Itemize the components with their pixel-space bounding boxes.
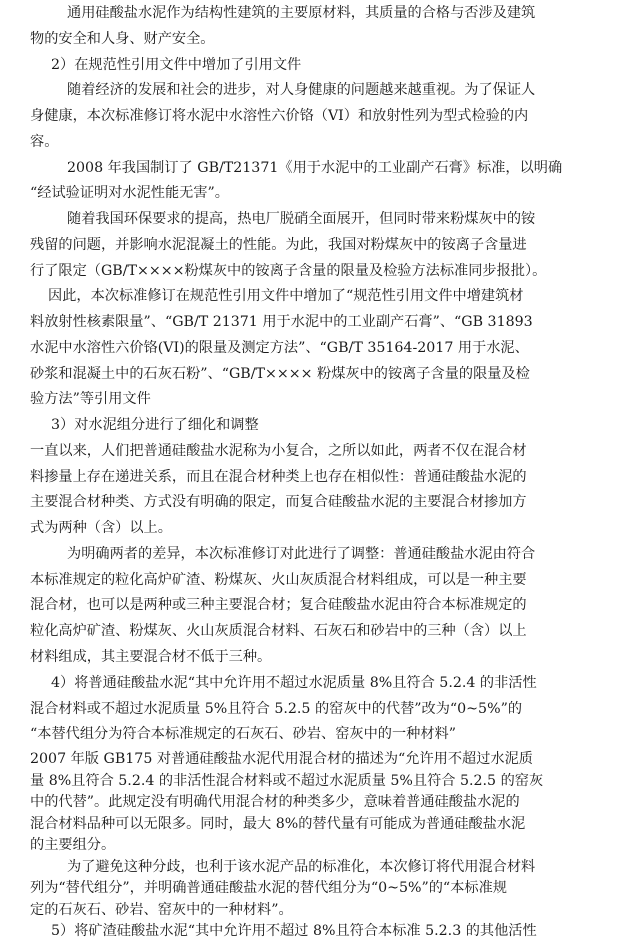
text-line — [0, 337, 620, 360]
line-text: 物的安全和人身、财产安全。 — [30, 30, 215, 47]
line-text: 料放射性核素限量”、“GB/T 21371 用于水泥中的工业副产石膏”、“GB 31893 — [30, 314, 533, 331]
text-line — [0, 857, 620, 879]
line-text: 定的石灰石、砂岩、窑灰中的一种材料”。 — [30, 901, 293, 918]
line-text: 粒化高炉矿渣、粉煤灰、火山灰质混合材料、石灰石和砂岩中的三种（含）以上 — [30, 623, 527, 640]
line-text: 混合材料或不超过水泥质量 5%且符合 5.2.5 的窑灰中的代替”改为“0~5%”的 — [30, 700, 523, 717]
line-text: 混合材，也可以是两种或三种主要混合材；复合硅酸盐水泥由符合本标准规定的 — [30, 597, 527, 614]
text-line — [0, 569, 620, 592]
text-line — [0, 182, 620, 205]
line-text: 3）对水泥组分进行了细化和调整 — [51, 417, 259, 434]
text-line — [0, 878, 620, 900]
text-line — [0, 388, 620, 411]
text-line — [0, 234, 620, 257]
text-line — [0, 2, 620, 25]
line-text: 残留的问题，并影响水泥混凝土的性能。为此，我国对粉煤灰中的铵离子含量进 — [30, 236, 527, 253]
line-text: 2007 年版 GB175 对普通硅酸盐水泥代用混合材的描述为“允许用不超过水泥质 — [30, 751, 533, 767]
text-line — [0, 900, 620, 922]
text-line — [0, 835, 620, 857]
line-text: “经试验证明对水泥性能无害”。 — [30, 185, 229, 202]
text-line — [0, 517, 620, 540]
line-text: 的主要组分。 — [30, 837, 116, 853]
line-text: 为明确两者的差异，本次标准修订对此进行了调整：普通硅酸盐水泥由符合 — [67, 545, 536, 562]
line-text: 主要混合材种类、方式没有明确的限定，而复合硅酸盐水泥的主要混合材掺加方 — [30, 494, 527, 511]
section-heading — [0, 414, 620, 437]
line-text: 2）在规范性引用文件中增加了引用文件 — [51, 56, 302, 73]
text-line — [0, 594, 620, 617]
line-text: 行了限定（GB/T××××粉煤灰中的铵离子含量的限量及检验方法标准同步报批）。 — [30, 262, 547, 279]
line-text: 验方法”等引用文件 — [30, 391, 151, 408]
line-text: 4）将普通硅酸盐水泥“其中允许用不超过水泥质量 8%且符合 5.2.4 的非活性 — [51, 674, 537, 691]
text-line — [0, 131, 620, 154]
text-line — [0, 491, 620, 514]
text-line — [0, 466, 620, 489]
section-heading — [0, 54, 620, 77]
line-text: 身健康，本次标准修订将水泥中水溶性六价铬（VI）和放射性列为型式检验的内 — [30, 108, 529, 124]
line-text: 5）将矿渣硅酸盐水泥“其中允许用不超过 8%且符合本标准 5.2.3 的其他活性 — [51, 923, 537, 939]
line-text: 中的代替”。此规定没有明确代用混合材的种类多少，意味着普通硅酸盐水泥的 — [30, 794, 520, 810]
line-text: 随着经济的发展和社会的进步，对人身健康的问题越来越重视。为了保证人 — [67, 82, 536, 99]
line-text: “本替代组分为符合本标准规定的石灰石、砂岩、窑灰中的一种材料” — [30, 726, 456, 743]
text-line — [0, 79, 620, 102]
line-text: 料掺量上存在递进关系，而且在混合材种类上也存在相似性：普通硅酸盐水泥的 — [30, 468, 527, 485]
text-line — [0, 28, 620, 51]
text-line — [0, 646, 620, 669]
line-text: 一直以来，人们把普通硅酸盐水泥称为小复合，之所以如此，两者不仅在混合材 — [30, 442, 527, 459]
text-line — [0, 311, 620, 334]
text-line — [0, 157, 620, 180]
line-text: 为了避免这种分歧，也利于该水泥产品的标准化，本次修订将代用混合材料 — [67, 858, 536, 875]
text-line — [0, 921, 620, 943]
text-line — [0, 723, 620, 746]
text-line — [0, 105, 620, 128]
line-text: 砂浆和混凝土中的石灰石粉”、“GB/T×××× 粉煤灰中的铵离子含量的限量及检 — [30, 365, 530, 382]
text-line — [0, 260, 620, 283]
line-text: 容。 — [30, 133, 59, 150]
line-text: 通用硅酸盐水泥作为结构性建筑的主要原材料，其质量的合格与否涉及建筑 — [67, 5, 536, 21]
text-line — [0, 440, 620, 463]
line-text: 材料组成，其主要混合材不低于三种。 — [30, 649, 272, 665]
text-line — [0, 698, 620, 721]
line-text: 列为“替代组分”，并明确普通硅酸盐水泥的替代组分为“0~5%”的“本标准规 — [30, 880, 507, 896]
line-text: 量 8%且符合 5.2.4 的非活性混合材料或不超过水泥质量 5%且符合 5.2.5 的窑灰 — [30, 772, 544, 789]
text-line — [0, 814, 620, 836]
line-text: 式为两种（含）以上。 — [30, 520, 172, 537]
text-line — [0, 208, 620, 231]
text-line — [0, 543, 620, 566]
text-line — [0, 792, 620, 814]
line-text: 混合材料品种可以无限多。同时，最大 8%的替代量有可能成为普通硅酸盐水泥 — [30, 815, 526, 832]
section-heading — [0, 672, 620, 695]
text-line — [0, 749, 620, 771]
text-line — [0, 620, 620, 643]
text-line — [0, 771, 620, 793]
line-text: 本标准规定的粒化高炉矿渣、粉煤灰、火山灰质混合材料组成，可以是一种主要 — [30, 571, 527, 588]
line-text: 因此，本次标准修订在规范性引用文件中增加了“规范性引用文件中增建筑材 — [48, 288, 524, 305]
line-text: 随着我国环保要求的提高，热电厂脱硝全面展开，但同时带来粉煤灰中的铵 — [67, 211, 536, 228]
line-text: 2008 年我国制订了 GB/T21371《用于水泥中的工业副产石膏》标准，以明确 — [67, 159, 563, 176]
text-line — [0, 363, 620, 386]
text-line — [0, 285, 620, 308]
line-text: 水泥中水溶性六价铬(VI)的限量及测定方法”、“GB/T 35164-2017 用于水泥、 — [30, 339, 529, 356]
